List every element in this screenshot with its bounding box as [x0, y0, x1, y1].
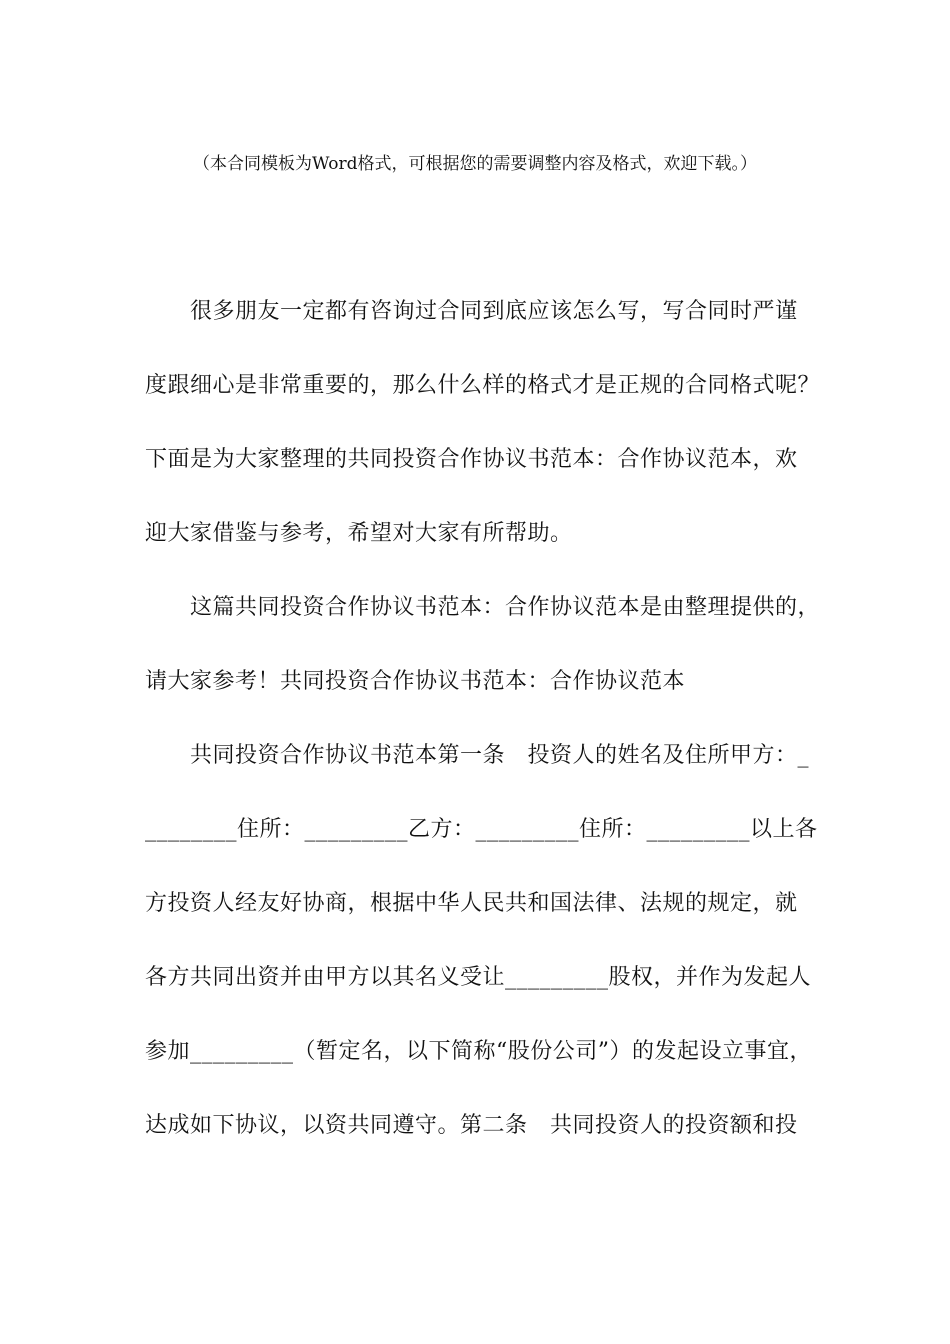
body-line: ________住所：_________乙方：_________住所：_________以上各	[145, 817, 818, 842]
body-line: 度跟细心是非常重要的，那么什么样的格式才是正规的合同格式呢？	[145, 373, 821, 398]
body-line: 各方共同出资并由甲方以其名义受让_________股权，并作为发起人	[145, 965, 812, 990]
body-line: 参加_________（暂定名，以下简称“股份公司”）的发起设立事宜，	[145, 1039, 812, 1064]
body-line: 方投资人经友好协商，根据中华人民共和国法律、法规的规定，就	[145, 891, 798, 916]
body-line: 共同投资合作协议书范本第一条 投资人的姓名及住所甲方：_	[145, 743, 810, 768]
body-line: 迎大家借鉴与参考，希望对大家有所帮助。	[145, 521, 573, 546]
body-line: 达成如下协议，以资共同遵守。第二条 共同投资人的投资额和投	[145, 1113, 798, 1138]
body-line: 这篇共同投资合作协议书范本：合作协议范本是由整理提供的，	[145, 595, 821, 620]
body-line: 很多朋友一定都有咨询过合同到底应该怎么写，写合同时严谨	[145, 299, 798, 324]
body-line: 下面是为大家整理的共同投资合作协议书范本：合作协议范本，欢	[145, 447, 798, 472]
template-note: （本合同模板为Word格式，可根据您的需要调整内容及格式，欢迎下载。）	[192, 154, 758, 174]
body-line: 请大家参考！共同投资合作协议书范本：合作协议范本	[145, 669, 686, 694]
